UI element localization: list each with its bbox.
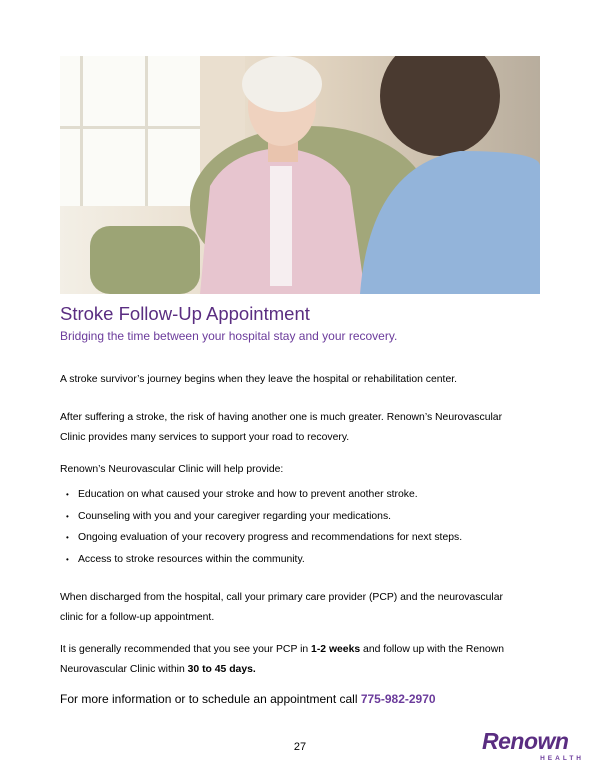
services-list bbox=[60, 484, 540, 570]
cta-text: For more information or to schedule an appointment call bbox=[60, 692, 361, 706]
list-item bbox=[60, 549, 540, 571]
call-to-action bbox=[60, 692, 436, 706]
bullet-icon: • bbox=[66, 533, 69, 542]
renown-health-logo bbox=[482, 728, 592, 772]
hero-photo-illustration bbox=[60, 56, 540, 294]
logo-subtext: HEALTH bbox=[540, 755, 584, 762]
list-item bbox=[60, 506, 540, 528]
risk-paragraph bbox=[60, 408, 540, 448]
recommendation-text: and follow up with the Renown bbox=[360, 644, 504, 655]
hero-photo bbox=[60, 56, 540, 294]
bullet-icon: • bbox=[66, 511, 69, 521]
recommendation-line-2 bbox=[60, 660, 540, 680]
page-number: 27 bbox=[293, 741, 307, 753]
recommendation-text: Neurovascular Clinic within bbox=[60, 664, 188, 675]
pcp-timeframe: 1-2 weeks bbox=[311, 644, 361, 655]
risk-paragraph-line-1: After suffering a stroke, the risk of having another one is much greater. Renown’s Neurovascular bbox=[60, 412, 503, 423]
discharge-paragraph bbox=[60, 588, 540, 628]
recommendation-line-1 bbox=[60, 640, 540, 660]
list-item-text: Education on what caused your stroke and how to prevent another stroke. bbox=[78, 489, 418, 500]
discharge-paragraph-line-1: When discharged from the hospital, call your primary care provider (PCP) and the neurovascular bbox=[60, 592, 503, 603]
recommendation-paragraph bbox=[60, 640, 540, 680]
page-subtitle: Bridging the time between your hospital stay and your recovery. bbox=[60, 329, 398, 343]
intro-paragraph: A stroke survivor’s journey begins when they leave the hospital or rehabilitation center. bbox=[60, 374, 457, 385]
list-item bbox=[60, 484, 540, 506]
phone-number-link[interactable]: 775-982-2970 bbox=[360, 692, 436, 706]
logo-wordmark: Renown bbox=[482, 728, 569, 754]
bullet-icon: • bbox=[66, 554, 69, 564]
risk-paragraph-line-2: Clinic provides many services to support your road to recovery. bbox=[60, 432, 350, 443]
list-item-text: Access to stroke resources within the community. bbox=[78, 553, 305, 565]
list-item-text: Ongoing evaluation of your recovery progress and recommendations for next steps. bbox=[78, 532, 463, 543]
recommendation-text: It is generally recommended that you see your PCP in bbox=[60, 644, 312, 655]
services-intro: Renown’s Neurovascular Clinic will help provide: bbox=[60, 464, 284, 475]
discharge-paragraph-line-2: clinic for a follow-up appointment. bbox=[60, 612, 215, 623]
clinic-timeframe: 30 to 45 days. bbox=[187, 664, 256, 675]
list-item bbox=[60, 527, 540, 549]
page-title: Stroke Follow-Up Appointment bbox=[60, 303, 310, 324]
bullet-icon: • bbox=[66, 490, 69, 499]
list-item-text: Counseling with you and your caregiver regarding your medications. bbox=[78, 510, 392, 522]
